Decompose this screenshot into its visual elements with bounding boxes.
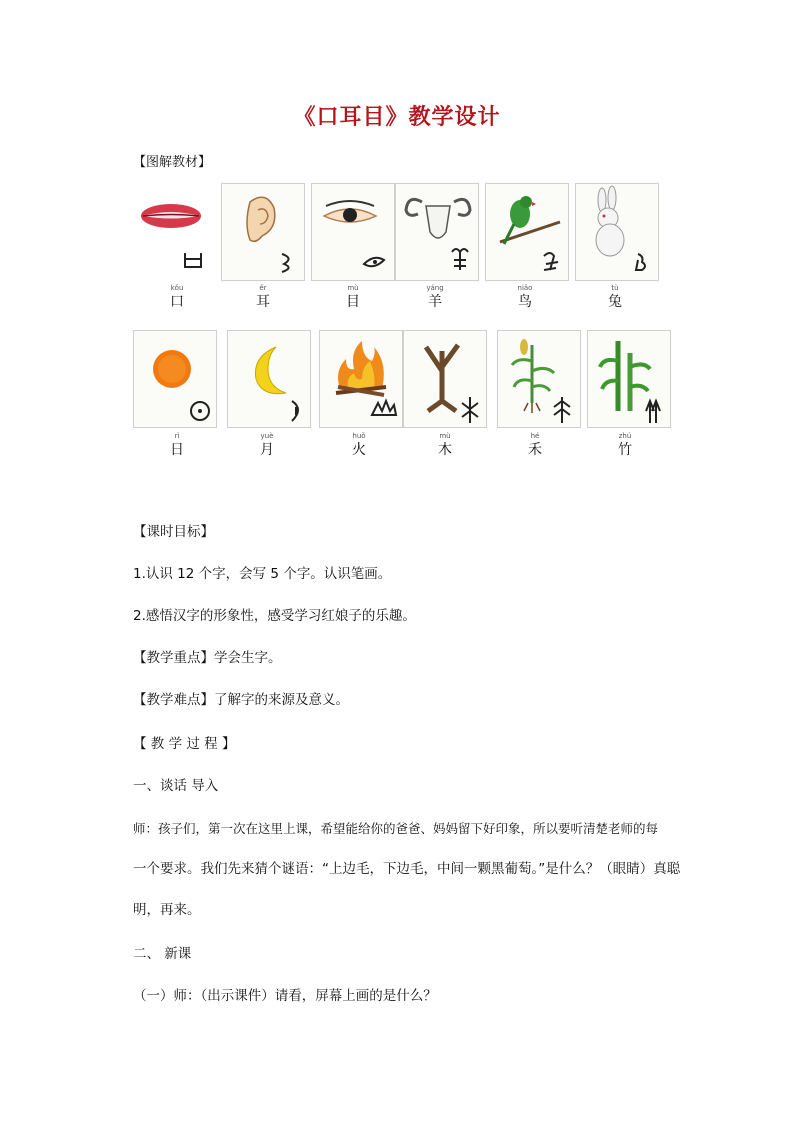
grain-icon (498, 331, 582, 429)
label-kou: kǒu 口 (170, 284, 184, 310)
difficulty: 【教学难点】了解字的来源及意义。 (133, 692, 349, 708)
label-mu-tree: mù 木 (438, 432, 452, 458)
label-huo: huǒ 火 (352, 432, 366, 458)
card-bamboo (587, 330, 671, 428)
card-bird (485, 183, 569, 281)
goal-2: 2.感悟汉字的形象性，感受学习红娘子的乐趣。 (133, 608, 416, 624)
part-2-heading: 二、 新课 (133, 946, 192, 962)
part-1-heading: 一、谈话 导入 (133, 778, 219, 794)
ancient-glyph-mouth (185, 253, 201, 267)
teacher-line-3: 明，再来。 (133, 902, 201, 918)
label-er: ěr 耳 (256, 284, 270, 310)
label-mu-eye: mù 目 (346, 284, 360, 310)
mouth-icon (133, 183, 217, 281)
process-heading: 【 教 学 过 程 】 (133, 736, 236, 752)
page-title: 《口耳目》教学设计 (293, 104, 501, 130)
label-niao: niǎo 鸟 (517, 284, 533, 310)
card-tree (403, 330, 487, 428)
section-illustrations-heading: 【图解教材】 (133, 155, 212, 170)
eye-icon (312, 184, 396, 282)
card-eye (311, 183, 395, 281)
ancient-glyph-bird (544, 253, 558, 270)
ancient-glyph-sun (191, 402, 209, 420)
goat-icon (396, 184, 480, 282)
label-ri: rì 日 (170, 432, 184, 458)
bird-icon (486, 184, 570, 282)
ancient-glyph-rabbit (636, 254, 645, 270)
teacher-line-1: 师：孩子们，第一次在这里上课，希望能给你的爸爸、妈妈留下好印象，所以要听清楚老师的每 (133, 821, 659, 836)
label-he: hé 禾 (528, 432, 542, 458)
ancient-glyph-bamboo (646, 401, 660, 423)
ancient-glyph-goat (452, 249, 468, 270)
label-yang: yáng 羊 (426, 284, 444, 310)
card-mouth (133, 183, 217, 281)
sun-icon (134, 331, 218, 429)
ancient-glyph-fire (372, 401, 396, 415)
label-zhu: zhú 竹 (618, 432, 632, 458)
tree-icon (404, 331, 488, 429)
picture-row-2 (133, 330, 671, 430)
card-goat (395, 183, 479, 281)
card-rabbit (575, 183, 659, 281)
fire-icon (320, 331, 404, 429)
ancient-glyph-eye (364, 258, 384, 267)
bamboo-icon (588, 331, 672, 429)
label-yue: yuè 月 (260, 432, 274, 458)
goal-1: 1.认识 12 个字，会写 5 个字。认识笔画。 (133, 566, 392, 582)
ancient-glyph-moon (292, 401, 298, 421)
ancient-glyph-tree (462, 397, 478, 423)
card-ear (221, 183, 305, 281)
label-tu: tù 兔 (608, 284, 622, 310)
key-point: 【教学重点】学会生字。 (133, 650, 282, 666)
card-grain (497, 330, 581, 428)
card-moon (227, 330, 311, 428)
moon-icon (228, 331, 312, 429)
teacher-line-2: 一个要求。我们先来猜个谜语：“上边毛，下边毛，中间一颗黑葡萄。”是什么？（眼睛）真聪 (133, 861, 681, 877)
ancient-glyph-grain (554, 397, 570, 423)
ancient-glyph-ear (282, 254, 289, 272)
card-fire (319, 330, 403, 428)
part-2-line-1: （一）师：（出示课件）请看，屏幕上画的是什么？ (133, 988, 437, 1004)
ear-icon (222, 184, 306, 282)
picture-row-1 (133, 183, 671, 283)
rabbit-icon (576, 184, 660, 282)
card-sun (133, 330, 217, 428)
goals-heading: 【课时目标】 (133, 524, 214, 540)
